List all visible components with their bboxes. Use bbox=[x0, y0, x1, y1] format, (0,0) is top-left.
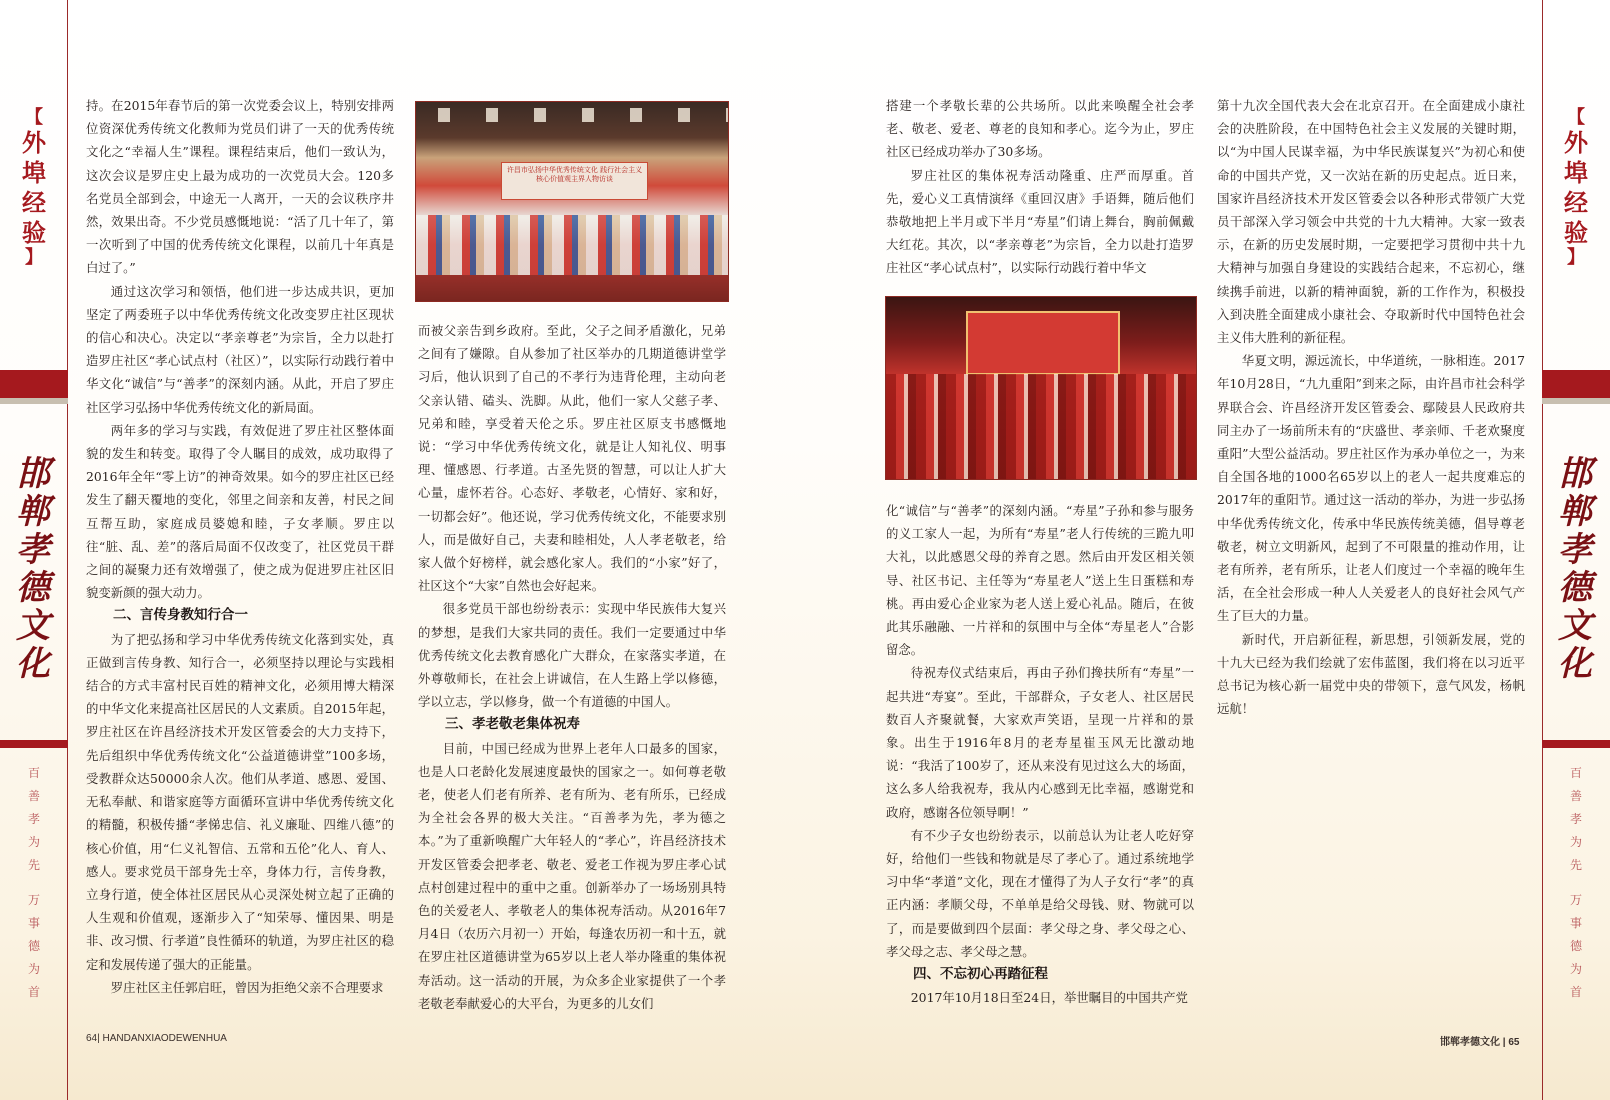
article-column-3-lower bbox=[886, 499, 1194, 1009]
red-band-lower bbox=[0, 740, 68, 748]
ceremony-photo bbox=[415, 101, 729, 302]
page-number: 65 bbox=[1508, 1037, 1520, 1048]
paragraph: 化“诚信”与“善孝”的深刻内涵。“寿星”子孙和参与服务的义工家人一起，为所有“寿星”老人行传统的三跪九叩大礼，以此感恩父母的养育之恩。然后由开发区相关领导、社区书记、主任等为“寿星老人”送上生日蛋糕和寿桃。再由爱心企业家为老人送上爱心礼品。随后，在彼此其乐融融、一片祥和的氛围中与全体“寿星老人”合影留念。 bbox=[886, 503, 1194, 658]
motto: 百 善 孝 为 先 万 事 德 为 首 bbox=[1569, 766, 1582, 999]
paragraph: 2017年10月18日至24日，举世瞩目的中国共产党 bbox=[910, 990, 1188, 1006]
paragraph: 搭建一个孝敬长辈的公共场所。以此来唤醒全社会孝老、敬老、爱老、尊老的良知和孝心。迄今为止，罗庄社区已经成功举办了30多场。 bbox=[886, 98, 1194, 160]
section-heading: 四、不忘初心再踏征程 bbox=[913, 966, 1048, 983]
paragraph: 为了把弘扬和学习中华优秀传统文化落到实处，真正做到言传身教、知行合一，必须坚持以理论与实践相结合的方式丰富村民百姓的精神文化，必须用博大精深的中华文化来提高社区居民的人文素质。自2015年起，罗庄社区在许昌经济技术开发区管委会的大力支持下，先后组织中华优秀传统文化“公益道德讲堂”100多场，受教群众达50000余人次。他们从孝道、感恩、爱国、无私奉献、和谐家庭等方面循环宣讲中华优秀传统文化的精髓，积极传播“孝悌忠信、礼义廉耻、四维八德”的核心价值，用“仁义礼智信、五常和五伦”化人、育人、感人。要求党员干部身先士卒，身体力行，言传身教，立身行道，使全体社区居民从心灵深处树立起了正确的人生观和价值观，逐渐步入了“知荣辱、懂因果、明是非、改习惯、行孝道”良性循环的轨道，为罗庄社区的稳定和发展传递了强大的正能量。 bbox=[86, 631, 394, 972]
calligraphy-logo: 邯郸孝德文化 bbox=[1558, 454, 1592, 684]
paragraph: 第十九次全国代表大会在北京召开。在全面建成小康社会的决胜阶段，在中国特色社会主义发展的关键时期，以“为中国人民谋幸福，为中华民族谋复兴”为初心和使命的中国共产党，又一次站在新的历史起点。近日来，国家许昌经济技术开发区管委会以各种形式带领广大党员干部深入学习领会中共党的十九大精神。大家一致表示，在新的历史发展时期，一定要把学习贯彻中共十九大精神与加强自身建设的实践结合起来，不忘初心，继续携手前进，以新的精神面貌，新的工作作为，积极投入到决胜全面建成小康社会、夺取新时代中国特色社会主义伟大胜利的新征程。 bbox=[1217, 98, 1525, 346]
paragraph: 新时代，开启新征程，新思想，引领新发展，党的十九大已经为我们绘就了宏伟蓝图，我们将在以习近平总书记为核心新一届党中央的带领下，意气风发，杨帆远航！ bbox=[1217, 631, 1525, 717]
birthday-banquet-photo bbox=[885, 296, 1197, 480]
ceiling-lights bbox=[416, 108, 728, 122]
section-tag: 【 外埠经验 】 bbox=[1564, 107, 1588, 268]
section-heading: 二、言传身教知行合一 bbox=[113, 607, 248, 624]
footer-right: 邯郸孝德文化 | 65 bbox=[1440, 1037, 1520, 1048]
grey-band bbox=[0, 398, 68, 404]
paragraph: 而被父亲告到乡政府。至此，父子之间矛盾激化，兄弟之间有了嫌隙。自从参加了社区举办的几期道德讲堂学习后，他认识到了自己的不孝行为违背伦理，主动向老父亲认错、磕头、洗脚。从此，他们一家人父慈子孝、兄弟和睦，享受着天伦之乐。罗庄社区原支书感慨地说：“学习中华优秀传统文化，就是让人知礼仪、明事理、懂感恩、行孝道。古圣先贤的智慧，可以让人扩大心量，虚怀若谷。心态好、孝敬老，心情好、家和好，一切都会好”。他还说，学习优秀传统文化，不能要求别人，而是做好自己，夫妻和睦相处，人人孝老敬老，给家人做个好榜样，就会感化家人。我们的“小家”好了，社区这个“大家”自然也会好起来。 bbox=[418, 323, 726, 594]
section-tag: 【 外埠经验 】 bbox=[22, 107, 46, 268]
article-column-4 bbox=[1217, 94, 1525, 720]
paragraph: 待祝寿仪式结束后，再由子孙们搀扶所有“寿星”一起共进“寿宴”。至此，干部群众，子女老人、社区居民数百人齐聚就餐，大家欢声笑语，呈现一片祥和的景象。出生于1916年8月的老寿星崔玉风无比激动地说：“我活了100岁了，还从来没有见过这么大的场面，这么多人给我祝寿，我从内心感到无比幸福，感谢党和政府，感谢各位领导啊！” bbox=[886, 665, 1194, 820]
page-number: 64 bbox=[86, 1033, 98, 1044]
stage-screen bbox=[966, 311, 1120, 375]
margin-rule bbox=[67, 0, 68, 1100]
article-column-1 bbox=[86, 94, 394, 999]
magazine-name: 邯郸孝德文化 bbox=[1440, 1037, 1500, 1048]
grey-band bbox=[1542, 398, 1610, 404]
magazine-name: HANDANXIAODEWENHUA bbox=[102, 1033, 227, 1044]
red-band bbox=[1542, 370, 1610, 398]
paragraph: 很多党员干部也纷纷表示：实现中华民族伟大复兴的梦想，是我们大家共同的责任。我们一定要通过中华优秀传统文化去教育感化广大群众，在家落实孝道，在外尊敬师长，在社会上讲诚信，在人生路上学以修德，学以立志，学以修身，做一个有道德的中国人。 bbox=[418, 601, 726, 710]
red-band bbox=[0, 370, 68, 398]
section-tag-text: 外埠经验 bbox=[1564, 128, 1588, 247]
paragraph: 华夏文明，源远流长，中华道统，一脉相连。2017年10月28日，“九九重阳”到来之际，由许昌市社会科学界联合会、许昌经济开发区管委会、鄢陵县人民政府共同主办了一场前所未有的“庆盛世、孝亲师、千老欢聚度重阳”大型公益活动。罗庄社区作为承办单位之一，为来自全国各地的1000名65岁以上的老人一起共度难忘的2017年的重阳节。通过这一活动的举办，为进一步弘扬中华优秀传统文化，传承中华民族传统美德，倡导尊老敬老，树立文明新风，起到了不可限量的推动作用，让老有所养，老有所乐，让老人们度过一个幸福的晚年生活，在全社会形成一种人人关爱老人的良好社会风气产生了巨大的力量。 bbox=[1217, 353, 1525, 624]
paragraph: 有不少子女也纷纷表示，以前总认为让老人吃好穿好，给他们一些钱和物就是尽了孝心了。通过系统地学习中华“孝道”文化，现在才懂得了为人子女行“孝”的真正内涵：孝顺父母，不单单是给父母钱、财、物就可以了，而是要做到四个层面：孝父母之身、孝父母之心、孝父母之志、孝父母之慧。 bbox=[886, 827, 1194, 959]
motto: 百 善 孝 为 先 万 事 德 为 首 bbox=[27, 766, 40, 999]
article-column-3 bbox=[886, 94, 1194, 280]
right-margin-decoration bbox=[1542, 0, 1610, 1100]
paragraph: 持。在2015年春节后的第一次党委会议上，特别安排两位资深优秀传统文化教师为党员们讲了一天的优秀传统文化之“幸福人生”课程。课程结束后，他们一致认为，这次会议是罗庄史上最为成功的一次党员大会。120多名党员全部到会，中途无一人离开，一天的会议秩序井然，效果出奇。不少党员感慨地说：“活了几十年了，第一次听到了中国的优秀传统文化课程，以前几十年真是白过了。” bbox=[86, 98, 394, 276]
elderly-guests bbox=[886, 374, 1196, 479]
paragraph: 罗庄社区主任郭启旺，曾因为拒绝父亲不合理要求 bbox=[110, 979, 384, 995]
red-band-lower bbox=[1542, 740, 1610, 748]
paragraph: 罗庄社区的集体祝寿活动隆重、庄严而厚重。首先，爱心义工真情演绎《重回汉唐》手语舞，随后他们恭敬地把上半月或下半月“寿星”们请上舞台，胸前佩戴大红花。其次，以“孝亲尊老”为宗旨，全力以赴打造罗庄社区“孝心试点村”，以实际行动践行着中华文 bbox=[886, 167, 1194, 276]
paragraph: 两年多的学习与实践，有效促进了罗庄社区整体面貌的发生和转变。取得了令人瞩目的成效，成功取得了2016年全年“零上访”的神奇效果。如今的罗庄社区已经发生了翻天覆地的变化，邻里之间亲和友善，村民之间互帮互助，家庭成员婆媳和睦，子女孝顺。罗庄以往“脏、乱、差”的落后局面不仅改变了，社区党员干群之间的凝聚力还有效增强了，使之成为促进罗庄社区旧貌变新颜的强大动力。 bbox=[86, 422, 394, 601]
stage-banner: 许昌市弘扬中华优秀传统文化 践行社会主义核心价值观主界人物访谈 bbox=[501, 162, 648, 200]
audience bbox=[416, 215, 728, 275]
paragraph: 目前，中国已经成为世界上老年人口最多的国家，也是人口老龄化发展速度最快的国家之一。如何尊老敬老，使老人们老有所养、老有所为、老有所乐，已经成为全社会各界的极大关注。“百善孝为先，孝为德之本。”为了重新唤醒广大年轻人的“孝心”，许昌经济技术开发区管委会把孝老、敬老、爱老工作视为罗庄孝心试点村创建过程中的重中之重。创新举办了一场场别具特色的关爱老人、孝敬老人的集体祝寿活动。从2016年7月4日（农历六月初一）开始，每逢农历初一和十五，就在罗庄社区道德讲堂为65岁以上老人举办隆重的集体祝寿活动。这一活动的开展，为众多企业家提供了一个孝老敬老奉献爱心的大平台，为更多的儿女们 bbox=[418, 740, 726, 1011]
section-tag-text: 外埠经验 bbox=[22, 128, 46, 247]
margin-rule bbox=[1542, 0, 1543, 1100]
paragraph: 通过这次学习和领悟，他们进一步达成共识，更加坚定了两委班子以中华优秀传统文化改变罗庄社区现状的信心和决心。决定以“孝亲尊老”为宗旨，全力以赴打造罗庄社区“孝心试点村（社区）”，以实际行动践行着中华文化“诚信”与“善孝”的深刻内涵。从此，开启了罗庄社区学习弘扬中华优秀传统文化的新局面。 bbox=[86, 283, 394, 415]
calligraphy-logo: 邯郸孝德文化 bbox=[16, 454, 50, 684]
section-heading: 三、孝老敬老集体祝寿 bbox=[445, 716, 580, 733]
footer-left: 64| HANDANXIAODEWENHUA bbox=[86, 1033, 227, 1044]
left-margin-decoration bbox=[0, 0, 68, 1100]
article-column-2 bbox=[418, 319, 726, 1015]
